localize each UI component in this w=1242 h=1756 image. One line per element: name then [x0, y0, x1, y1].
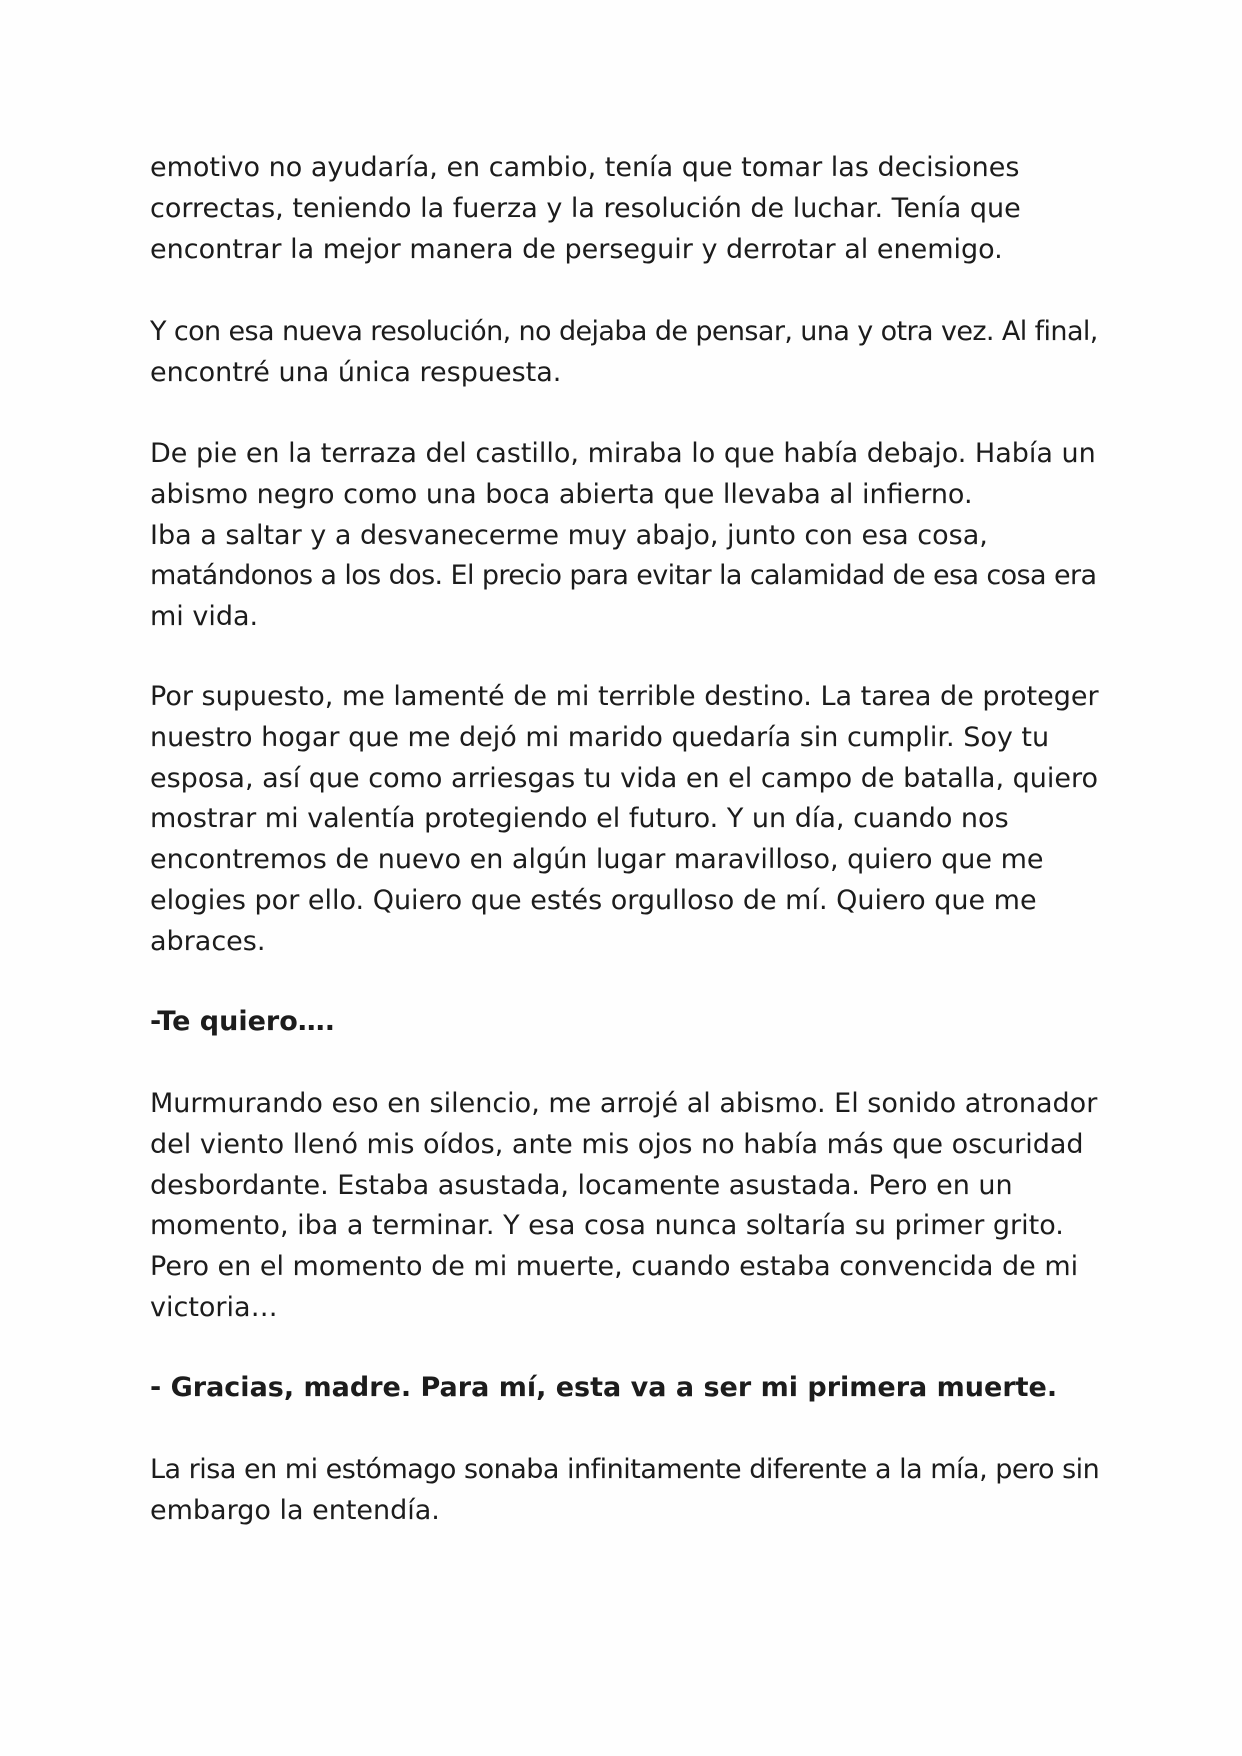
paragraph-2: [150, 312, 1100, 394]
text-line: mostrar mi valentía protegiendo el futuro. Y un día, cuando nos: [150, 803, 1009, 835]
text-line: desbordante. Estaba asustada, locamente asustada. Pero en un: [150, 1169, 1013, 1201]
text-line: mi vida.: [150, 601, 259, 633]
text-line: - Gracias, madre. Para mí, esta va a ser mi primera muerte.: [150, 1372, 1058, 1403]
text-line: encontré una única respuesta.: [150, 356, 562, 388]
text-line: encontrar la mejor manera de perseguir y derrotar al enemigo.: [150, 233, 1003, 265]
paragraph-8: [150, 1450, 1100, 1532]
text-line: abraces.: [150, 925, 266, 957]
text-line: del viento llenó mis oídos, ante mis ojos no había más que oscuridad: [150, 1128, 1084, 1160]
text-line: emotivo no ayudaría, en cambio, tenía que tomar las decisiones: [150, 152, 1020, 183]
text-line: encontremos de nuevo en algún lugar maravilloso, quiero que me: [150, 844, 1044, 876]
text-line: Y con esa nueva resolución, no dejaba de pensar, una y otra vez. Al final,: [150, 316, 1098, 347]
dialogue-line-2: [150, 1368, 1100, 1409]
text-line: Por supuesto, me lamenté de mi terrible destino. La tarea de proteger: [150, 681, 1099, 712]
paragraph-3: [150, 434, 1100, 638]
paragraph-6: [150, 1084, 1100, 1329]
text-line: momento, iba a terminar. Y esa cosa nunca soltaría su primer grito.: [150, 1210, 1064, 1242]
text-line: elogies por ello. Quiero que estés orgulloso de mí. Quiero que me: [150, 884, 1037, 916]
text-line: esposa, así que como arriesgas tu vida en el campo de batalla, quiero: [150, 762, 1099, 794]
text-line: -Te quiero….: [150, 1006, 336, 1037]
dialogue-line-1: [150, 1002, 1100, 1043]
paragraph-4: [150, 677, 1100, 963]
text-line: La risa en mi estómago sonaba infinitamente diferente a la mía, pero sin: [150, 1454, 1100, 1485]
text-line: nuestro hogar que me dejó mi marido quedaría sin cumplir. Soy tu: [150, 721, 1050, 753]
text-line: De pie en la terraza del castillo, miraba lo que había debajo. Había un: [150, 438, 1096, 469]
text-line: abismo negro como una boca abierta que llevaba al infierno.: [150, 478, 973, 510]
text-line: matándonos a los dos. El precio para evitar la calamidad de esa cosa era: [150, 560, 1097, 592]
text-line: Pero en el momento de mi muerte, cuando estaba convencida de mi: [150, 1251, 1079, 1283]
text-line: Iba a saltar y a desvanecerme muy abajo, junto con esa cosa,: [150, 519, 988, 551]
paragraph-1: [150, 148, 1100, 270]
text-line: victoria…: [150, 1291, 278, 1323]
text-line: Murmurando eso en silencio, me arrojé al abismo. El sonido atronador: [150, 1088, 1098, 1119]
text-line: embargo la entendía.: [150, 1494, 440, 1526]
text-line: correctas, teniendo la fuerza y la resolución de luchar. Tenía que: [150, 192, 1021, 224]
